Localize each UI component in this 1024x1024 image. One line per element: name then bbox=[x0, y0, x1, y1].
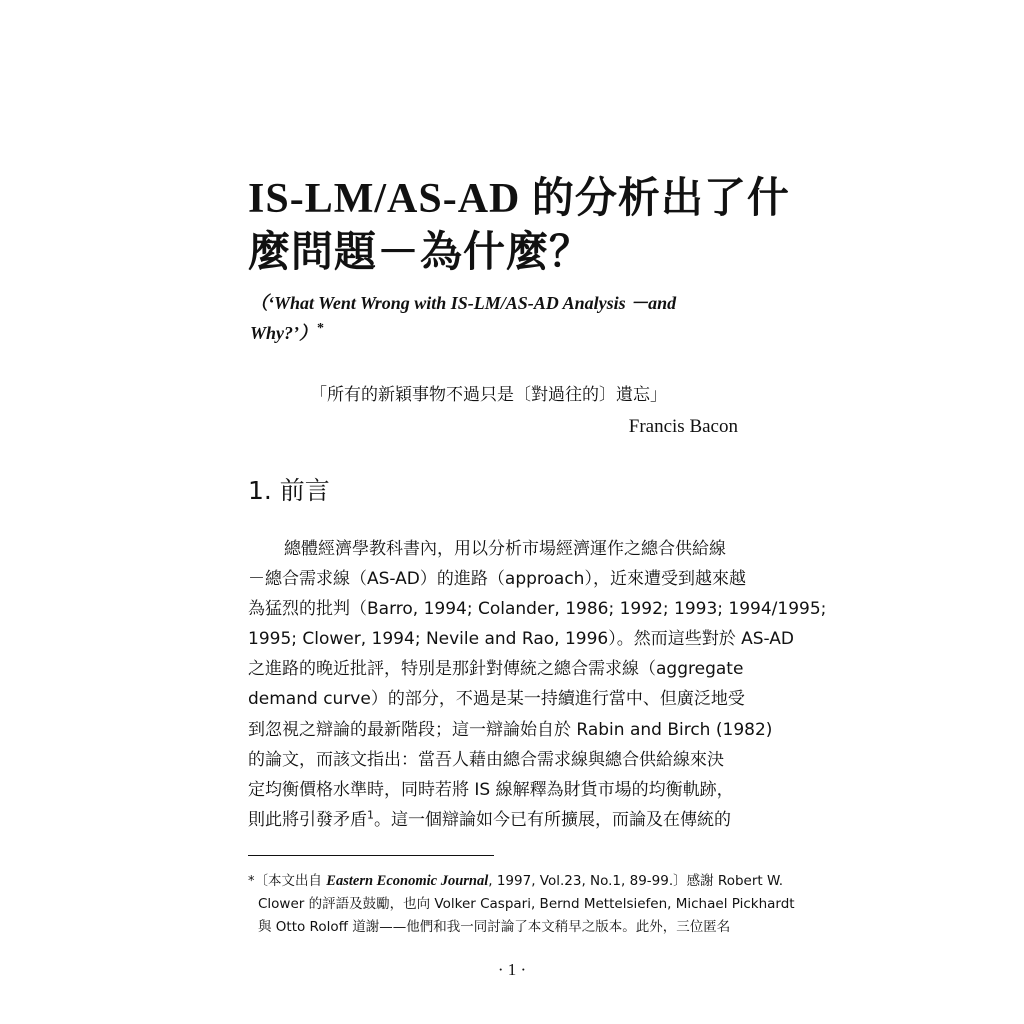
body-line-10-start: 則此將引發矛盾 bbox=[248, 809, 367, 830]
body-line-6: demand curve）的部分，不過是某一持續進行當中、但廣泛地受 bbox=[248, 689, 745, 710]
subtitle-footnote-mark: * bbox=[317, 321, 324, 336]
epigraph-quote: 「所有的新穎事物不過只是〔對過往的〕遺忘」 bbox=[310, 385, 667, 405]
body-line-7: 到忽視之辯論的最新階段；這一辯論始自於 Rabin and Birch (1982) bbox=[248, 719, 773, 740]
body-line-5: 之進路的晚近批評，特別是那針對傳統之總合需求線（aggregate bbox=[248, 659, 744, 680]
title-line-2: 麼問題－為什麼？ bbox=[248, 230, 593, 276]
footnote-mark: * bbox=[248, 874, 255, 889]
body-line-4: 1995; Clower, 1994; Nevile and Rao, 1996）。然而這些對於 AS-AD bbox=[248, 629, 795, 650]
body-line-1: 總體經濟學教科書內，用以分析市場經濟運作之總合供給線 bbox=[284, 539, 726, 559]
article-title bbox=[248, 172, 808, 280]
subtitle-line-1: （‘What Went Wrong with IS-LM/AS-AD Analysis －and bbox=[250, 293, 677, 313]
footnote-line-1-end: , 1997, Vol.23, No.1, 89-99.〕感謝 Robert W. bbox=[488, 873, 784, 889]
epigraph-attribution: Francis Bacon bbox=[628, 416, 738, 437]
title-line-1: IS-LM/AS-AD 的分析出了什 bbox=[248, 176, 790, 222]
footnote-line-1-start: 〔本文出自 bbox=[254, 873, 327, 889]
body-line-9: 定均衡價格水準時，同時若將 IS 線解釋為財貨市場的均衡軌跡， bbox=[248, 779, 734, 800]
subtitle-line-2 bbox=[250, 318, 750, 348]
footnote-line-1 bbox=[248, 870, 784, 893]
body-line-10-end: 。這一個辯論如今已有所擴展，而論及在傳統的 bbox=[374, 809, 731, 830]
section-heading: 1. 前言 bbox=[248, 476, 330, 505]
english-subtitle bbox=[250, 288, 750, 348]
footnote-divider bbox=[248, 855, 494, 856]
footnote-line-2: Clower 的評語及鼓勵，也向 Volker Caspari, Bernd Mettelsiefen, Michael Pickhardt bbox=[258, 896, 795, 912]
body-line-8: 的論文，而該文指出：當吾人藉由總合需求線與總合供給線來決 bbox=[248, 749, 724, 770]
footnote-line-3: 與 Otto Roloff 道謝——他們和我一同討論了本文稍早之版本。此外，三位匿名 bbox=[258, 919, 731, 935]
footnote bbox=[248, 870, 795, 939]
body-paragraph bbox=[248, 534, 827, 835]
footnote-reference-1: 1 bbox=[367, 808, 374, 822]
body-line-3: 為猛烈的批判（Barro, 1994; Colander, 1986; 1992; 1993; 1994/1995; bbox=[248, 599, 827, 620]
body-line-10 bbox=[248, 805, 782, 835]
subtitle-line-2-text: Why?’） bbox=[250, 323, 317, 343]
body-line-2: －總合需求線（AS-AD）的進路（approach），近來遭受到越來越 bbox=[248, 569, 746, 590]
page-number: · 1 · bbox=[497, 960, 527, 979]
journal-name: Eastern Economic Journal bbox=[326, 873, 489, 889]
